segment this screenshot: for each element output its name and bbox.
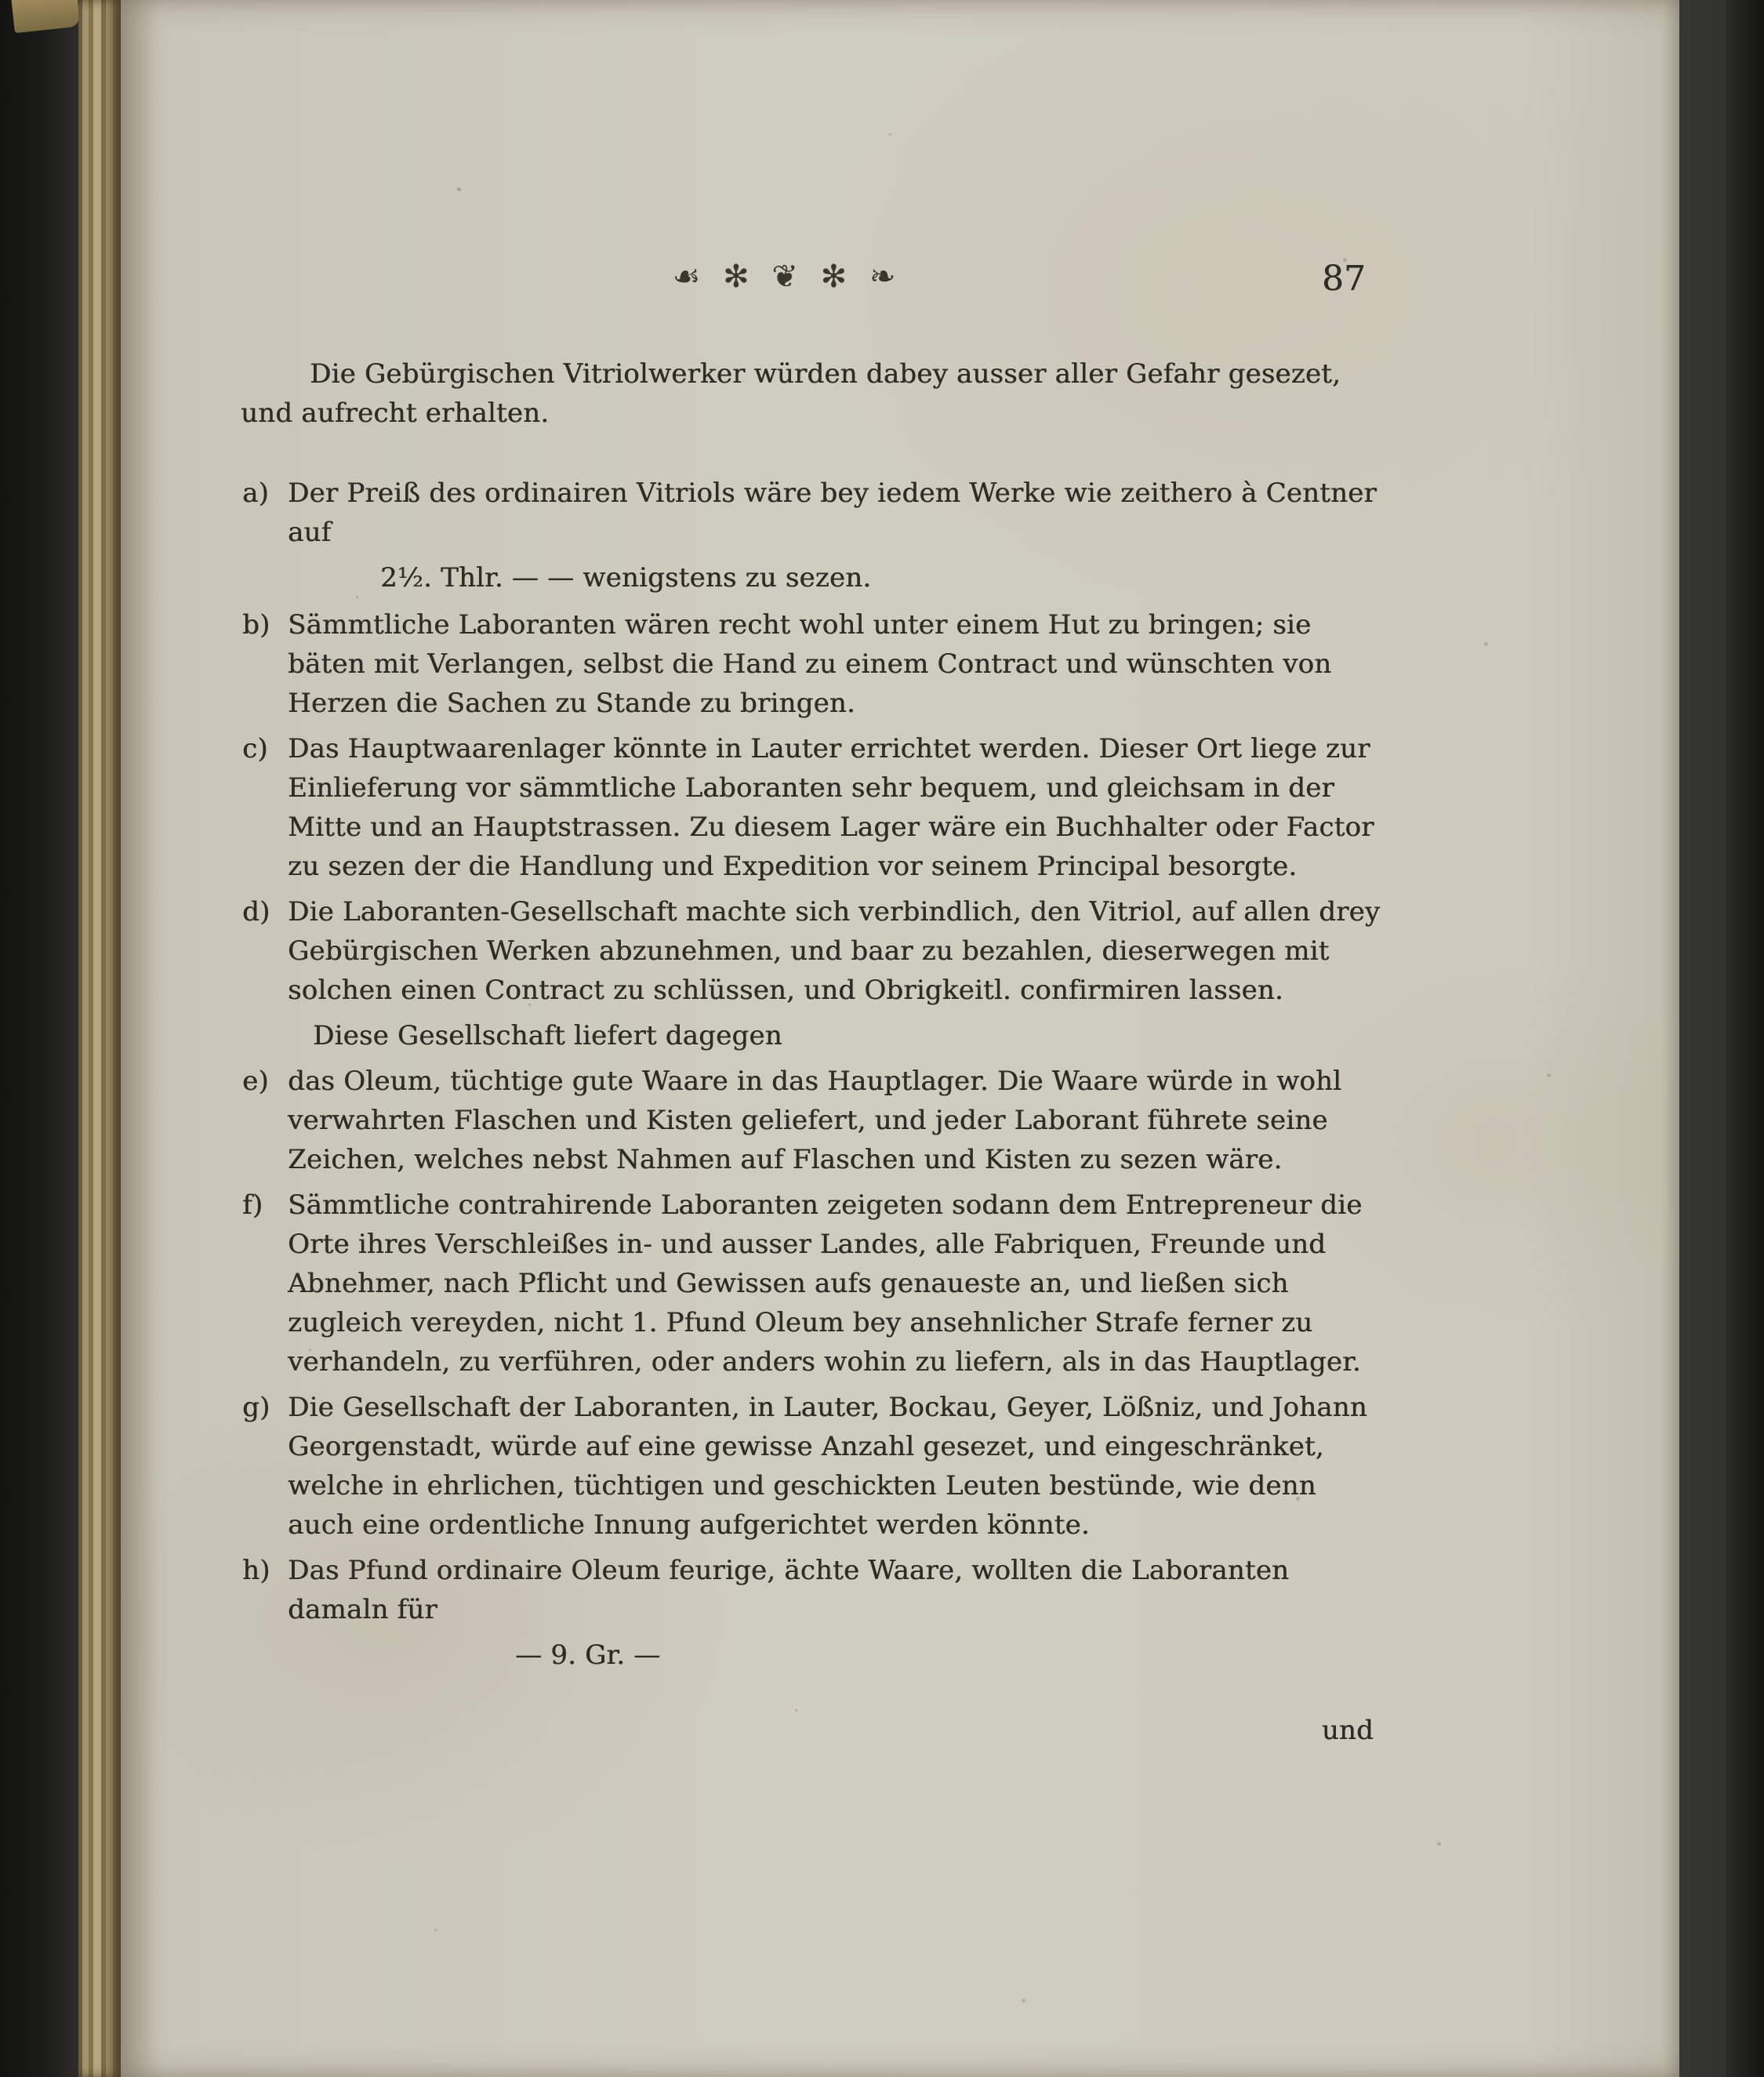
item-label: e)	[242, 1066, 269, 1097]
item-label: h)	[242, 1555, 270, 1586]
list-item-g	[241, 1388, 1389, 1545]
item-text: Die Laboranten-Gesellschaft machte sich verbindlich, den Vitriol, auf allen drey Gebürgischen Werken abzunehmen, und baar zu bezahlen, dieserwegen mit solchen einen Contract zu schlüssen, und Obrigkeitl. confirmiren lassen.	[288, 896, 1381, 1006]
list-item-e	[241, 1062, 1389, 1179]
text-column	[241, 354, 1389, 1750]
scanner-edge-left	[0, 0, 78, 2077]
list-item-b	[241, 605, 1389, 723]
book-page	[121, 0, 1679, 2077]
printer-ornament-icon: ☙ ✻ ❦ ✻ ❧	[672, 259, 902, 295]
catchword: und	[1321, 1715, 1374, 1746]
item-text: Das Pfund ordinaire Oleum feurige, ächte Waare, wollten die Laboranten damaln für	[288, 1555, 1290, 1625]
item-text: Die Gesellschaft der Laboranten, in Lauter, Bockau, Geyer, Lößniz, und Johann Georgenstadt, würde auf eine gewisse Anzahl gesezet, und eingeschränket, welche in ehrlichen, tüchtigen und geschickten Leuten bestünde, wie denn auch eine ordentliche Innung aufgerichtet werden könnte.	[288, 1392, 1367, 1541]
item-text: Sämmtliche Laboranten wären recht wohl unter einem Hut zu bringen; sie bäten mit Verlangen, selbst die Hand zu einem Contract und wünschten von Herzen die Sachen zu Stande zu bringen.	[288, 609, 1332, 719]
interline-text: Diese Gesellschaft liefert dagegen	[313, 1020, 782, 1051]
item-text: Das Hauptwaarenlager könnte in Lauter errichtet werden. Dieser Ort liege zur Einlieferung vor sämmtliche Laboranten sehr bequem, und gleichsam in der Mitte und an Hauptstrassen. Zu diesem Lager wäre ein Buchhalter oder Factor zu sezen der die Handlung und Expedition vor seinem Principal besorgte.	[288, 733, 1374, 882]
list-item-d	[241, 892, 1389, 1010]
list-item-c	[241, 729, 1389, 886]
intro-paragraph: Die Gebürgischen Vitriolwerker würden dabey ausser aller Gefahr gesezet, und aufrecht erhalten.	[241, 358, 1341, 429]
list-item-f	[241, 1186, 1389, 1382]
item-label: a)	[242, 477, 269, 509]
item-label: b)	[242, 609, 270, 641]
item-text: das Oleum, tüchtige gute Waare in das Hauptlager. Die Waare würde in wohl verwahrten Flaschen und Kisten geliefert, und jeder Laborant führete seine Zeichen, welches nebst Nahmen auf Flaschen und Kisten zu sezen wäre.	[288, 1066, 1342, 1175]
scanner-edge-right	[1726, 0, 1764, 2077]
item-label: f)	[242, 1189, 263, 1221]
book-spine-edge	[78, 0, 121, 2077]
page-number: 87	[1322, 259, 1366, 299]
item-label: d)	[242, 896, 270, 928]
list-item-a	[241, 474, 1389, 552]
paper-speckles	[121, 0, 123, 2]
item-label: c)	[242, 733, 268, 764]
price-line-groschen: — 9. Gr. —	[515, 1639, 661, 1671]
item-text: Sämmtliche contrahirende Laboranten zeigeten sodann dem Entrepreneur die Orte ihres Verschleißes in- und ausser Landes, alle Fabriquen, Freunde und Abnehmer, nach Pflicht und Gewissen aufs genaueste an, und ließen sich zugleich vereyden, nicht 1. Pfund Oleum bey ansehnlicher Strafe ferner zu verhandeln, zu verführen, oder anders wohin zu liefern, als in das Hauptlager.	[288, 1189, 1363, 1378]
price-line-thaler: 2½. Thlr. — — wenigstens zu sezen.	[380, 562, 872, 594]
item-label: g)	[242, 1392, 270, 1423]
list-item-h	[241, 1551, 1389, 1629]
item-text: Der Preiß des ordinairen Vitriols wäre bey iedem Werke wie zeithero à Centner auf	[288, 477, 1377, 548]
